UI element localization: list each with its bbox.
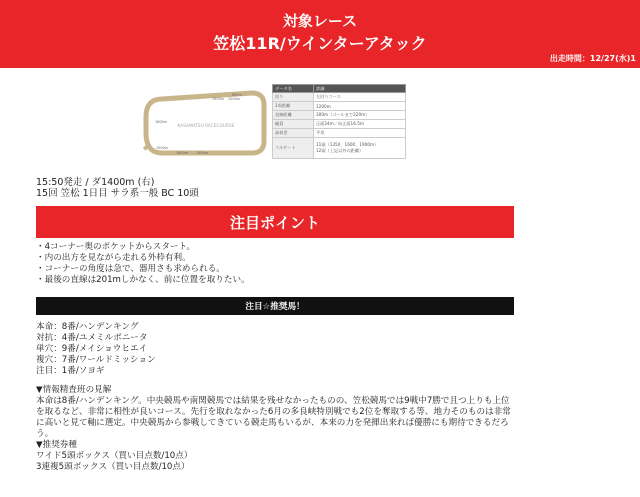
focus-heading: 注目ポイント [36, 206, 514, 238]
list-item: 3連複5頭ボックス（買い目点数/10点） [36, 462, 190, 472]
marker-1500: 1500m [156, 146, 168, 150]
course-label: KASAMATSU RACECOURSE [177, 124, 235, 129]
course-data-table [272, 84, 406, 159]
analysis-text: 本命は8番/ハンデンキング。中央競馬や南関競馬では結果を残せなかったものの、笠松競馬では9戦中7勝で且つ上りも上位を取るなど、非常に相性が良いコース。先行を取れなかった6月の多良峡特別戦でも2位を奪取する等、地力そのものは非常に高いと見て軸に選定。中央競馬から参戦してきている競走馬もいるが、本来の力を発揮出来れば優勝にも期待できるだろう。 [36, 396, 511, 439]
table-row: 直線距離 300m（ゴールまで220m） [273, 111, 406, 120]
list-item: 本命：8番/ハンデンキング [36, 322, 139, 332]
header-title: 対象レース [282, 12, 358, 30]
marker-1400: 1400m [176, 151, 188, 155]
marker-2000: 2000m [228, 97, 240, 101]
list-item: ・4コーナー奥のポケットからスタート。 [36, 242, 195, 252]
table-row: 幅員 正面24m／向正面16.5m [273, 120, 406, 129]
list-item: ワイド5頭ボックス（買い目点数/10点） [36, 451, 193, 461]
picks-list [36, 322, 156, 377]
table-row: 高低差 平坦 [273, 129, 406, 138]
picks-heading: 注目☆推奨馬！ [36, 297, 514, 315]
tickets-heading: ▼推奨券種 [36, 440, 77, 450]
table-row: 1周距離 1200m [273, 102, 406, 111]
list-item: ・コーナーの角度は急で、器用さも求められる。 [36, 264, 225, 274]
list-item: 注目：1番/ソヨギ [36, 366, 105, 376]
table-row: フルゲート 11頭（1350、1600、1900m） 12頭（上記以外の距離） [273, 138, 406, 159]
race-info [36, 177, 199, 199]
list-item: 対抗：4番/ユメミルボニータ [36, 333, 148, 343]
analysis-heading: ▼情報精査班の見解 [36, 385, 112, 395]
course-map [140, 83, 270, 163]
marker-1900: 1900m [212, 97, 224, 101]
marker-1600: 1600m [155, 120, 167, 124]
page-header [0, 0, 640, 68]
table-row: 回り 左回りコース [273, 93, 406, 102]
list-item: ・内の出方を見ながら走れる外枠有利。 [36, 253, 191, 263]
list-item: ・最後の直線は201mしかなく、前に位置を取りたい。 [36, 275, 250, 285]
list-item: 単穴：9番/メイショウヒエイ [36, 344, 148, 354]
marker-800: 800m [232, 93, 242, 97]
race-info-line: 15:50発走 / ダ1400m (右) [36, 177, 155, 188]
table-header: データ名 [273, 85, 314, 93]
post-time: 出走時間：12/27(水)1 [549, 54, 636, 63]
focus-points [36, 242, 250, 286]
race-info-line: 15回 笠松 1日目 サラ系一般 BC 10頭 [36, 188, 199, 199]
list-item: 複穴：7番/ワールドミッション [36, 355, 156, 365]
marker-1300: 1300m [196, 151, 208, 155]
race-title: 笠松11R/ウインターアタック [213, 34, 427, 53]
table-header: 詳細 [314, 85, 406, 93]
